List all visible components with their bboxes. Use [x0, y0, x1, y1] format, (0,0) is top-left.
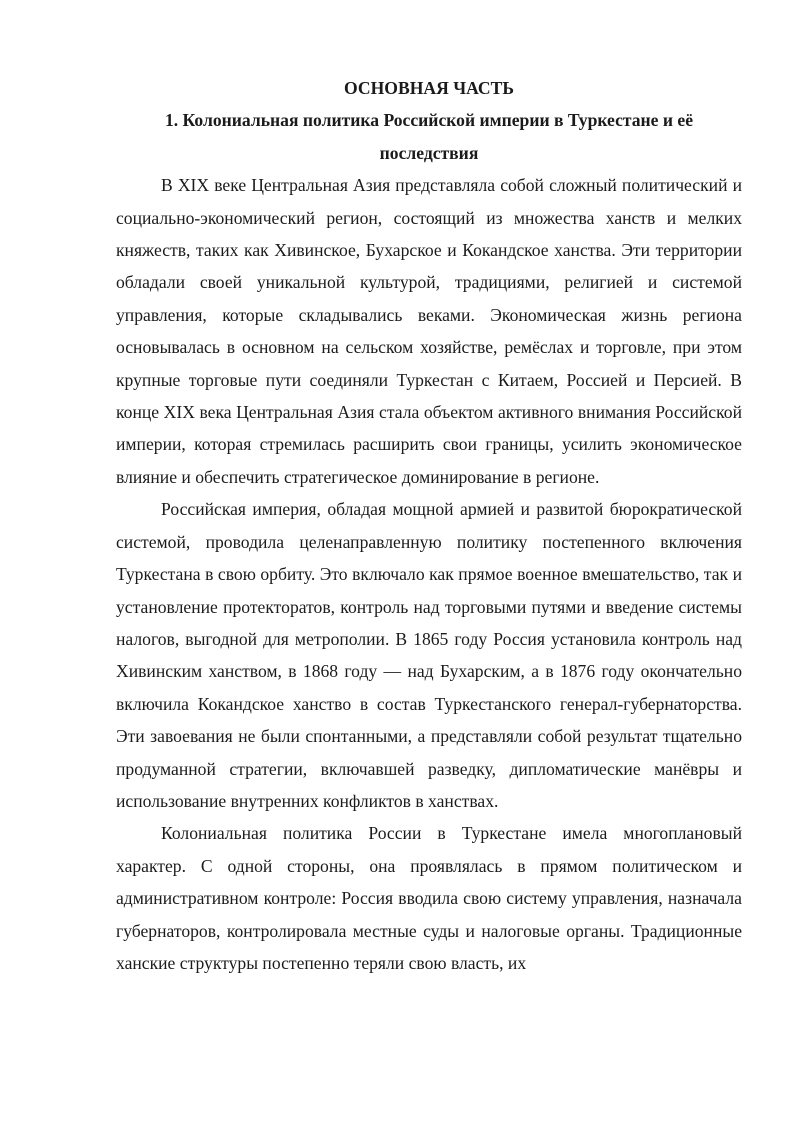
section-title: ОСНОВНАЯ ЧАСТЬ	[343, 78, 515, 98]
document-body	[116, 72, 742, 979]
paragraph-2: Российская империя, обладая мощной армией и развитой бюрократической системой, проводила целенаправленную политику постепенного включения Туркестана в свою орбиту. Это включало как прямое военное вмешательство, так и установление протекторатов, контроль над торговыми путями и введение системы налогов, выгодной для метрополии. В 1865 году Россия установила контроль над Хивинским ханством, в 1868 году — над Бухарским, а в 1876 году окончательно включила Кокандское ханство в состав Туркестанского генерал-губернаторства. Эти завоевания не были спонтанными, а представляли собой результат тщательно продуманной стратегии, включавшей разведку, дипломатические манёвры и использование внутренних конфликтов в ханствах.	[116, 499, 742, 811]
paragraph-1: В XIX веке Центральная Азия представляла собой сложный политический и социально-экономический регион, состоящий из множества ханств и мелких княжеств, таких как Хивинское, Бухарское и Кокандское ханства. Эти территории обладали своей уникальной культурой, традициями, религией и системой управления, которые складывались веками. Экономическая жизнь региона основывалась в основном на сельском хозяйстве, ремёслах и торговле, при этом крупные торговые пути соединяли Туркестан с Китаем, Россией и Персией. В конце XIX века Центральная Азия стала объектом активного внимания Российской империи, которая стремилась расширить свои границы, усилить экономическое влияние и обеспечить стратегическое доминирование в регионе.	[116, 175, 742, 487]
chapter-title: 1. Колониальная политика Российской империи в Туркестане и её последствия	[164, 110, 694, 163]
paragraph-3: Колониальная политика России в Туркестане имела многоплановый характер. С одной стороны, она проявлялась в прямом политическом и административном контроле: Россия вводила свою систему управления, назначала губернаторов, контролировала местные суды и налоговые органы. Традиционные ханские структуры постепенно теряли свою власть, их	[116, 823, 742, 973]
